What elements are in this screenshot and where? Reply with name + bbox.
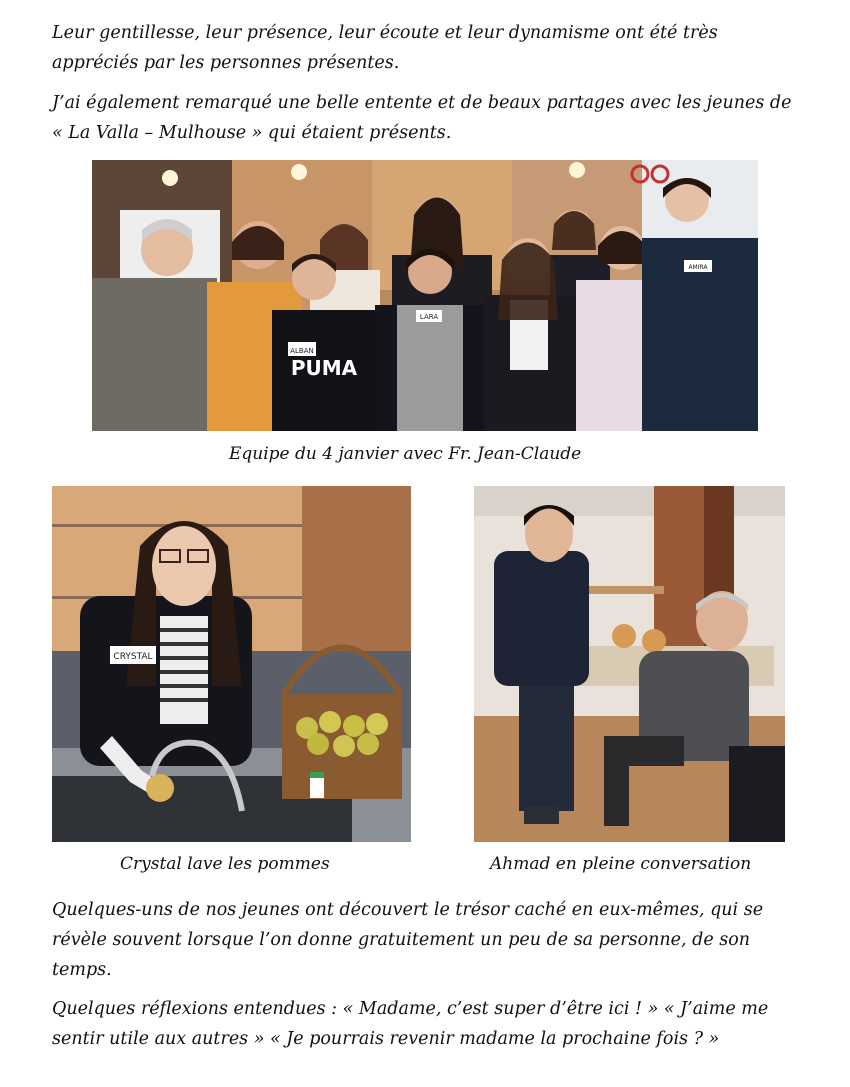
paragraph-1: Leur gentillesse, leur présence, leur écoute et leur dynamisme ont été très appréciés par les personnes présentes. [52,23,718,73]
ahmad-photo [474,486,785,842]
paragraph-2: J’ai également remarqué une belle entente et de beaux partages avec les jeunes de « La Valla – Mulhouse » qui étaient présents. [52,93,792,143]
name-tag-crystal: CRYSTAL [113,652,153,662]
crystal-photo-caption: Crystal lave les pommes [120,854,330,874]
paragraph-3: Quelques-uns de nos jeunes ont découvert le trésor caché en eux-mêmes, qui se révèle souvent lorsque l’on donne gratuitement un peu de sa personne, de son temps. [52,900,764,980]
name-tag-alban: ALBAN [290,347,314,355]
ahmad-photo-caption: Ahmad en pleine conversation [490,854,752,874]
name-tag-amira: AMIRA [688,264,708,271]
crystal-photo [52,486,411,842]
name-tag-lara: LARA [419,313,439,321]
paragraph-4: Quelques réflexions entendues : « Madame, c’est super d’être ici ! » « J’aime me sentir utile aux autres » « Je pourrais revenir madame la prochaine fois ? » [52,999,769,1049]
group-photo-caption: Equipe du 4 janvier avec Fr. Jean-Claude [229,444,582,464]
puma-shirt-text: PUMA [290,356,358,380]
group-photo [92,160,758,431]
